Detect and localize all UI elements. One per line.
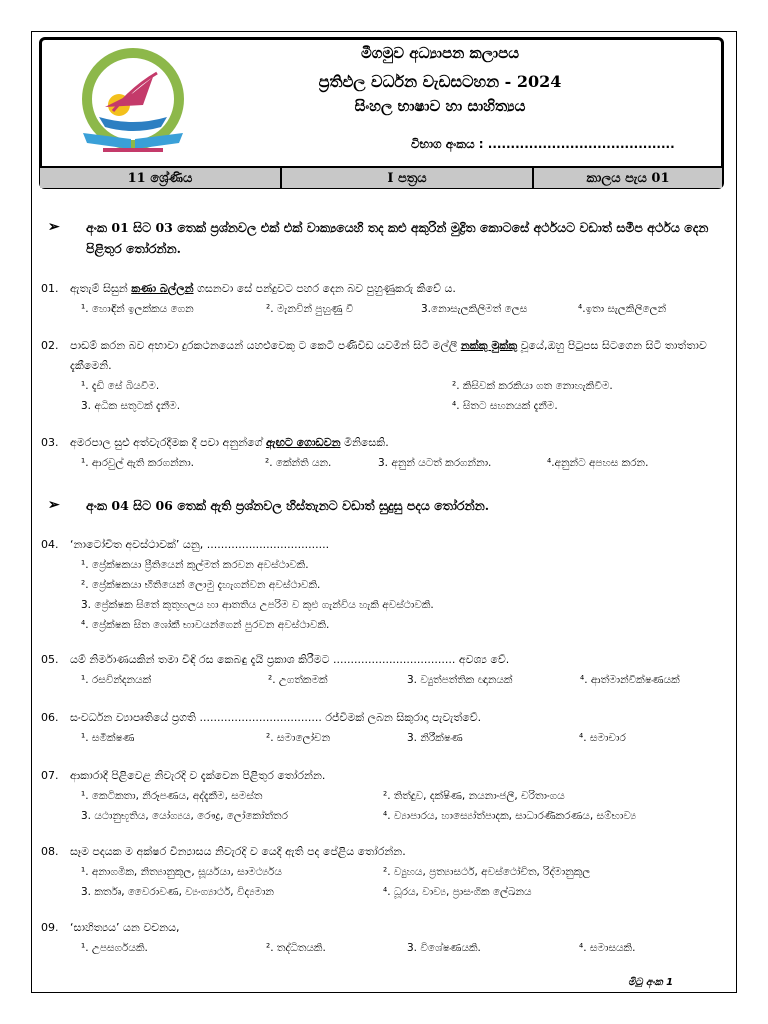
arrow-bullet-icon: ➢ (48, 219, 60, 235)
options (81, 299, 731, 319)
question-01: 01. ඇතැම් සිසුන් කණා බල්ලන් ගසනවා සේ පන්දුවට පහර දෙන බව පුහුණුකරු කිවේ ය. ¹. හොඳින් ඉලක්කය ගෙන ². මැනවින් පුහුණු වී 3.නොසැලකිලිමත් ලෙස ⁴.ඉතා සැලකිලිලෙන් (41, 279, 731, 319)
question-stem: සෑම පදයක ම අක්ෂර වින්‍යාසය නිවැරදි ව යෙදී ඇති පද පේළිය තෝරන්න. (70, 845, 406, 858)
option-3[interactable]: 3. යථානුභූතිය, යෝග්‍යය, රෞද්‍ර, ලෝකෝත්තර (81, 810, 288, 822)
options (41, 555, 731, 635)
options (81, 786, 731, 826)
option-3[interactable]: 3. අධික සතුටක් දැනීම. (81, 400, 181, 412)
page-number: මිටු අංක 1 (628, 977, 674, 988)
options (81, 453, 731, 473)
paper-cell: I පත්‍රය (282, 168, 534, 188)
index-label: විභාග අංකය : (411, 137, 484, 151)
question-04: 04. ‘නාටෝචිත අවස්ථාවක්’ යනු, ................................... ¹. ප්‍රේක්ෂකයා ප්‍රීතියෙන් කුල්මත් කරවන අවස්ථාවකි. ². ප්‍රේක්ෂකයා භීතියෙන් ලොමු දැහැගන්වන අවස්ථාවකි. 3. ප්‍රේක්ෂක සිතේ කුතුහලය හා ආතතිය උපරිම ව කුළු ගැන්විය හැකි අවස්ථාවකි. ⁴. ප්‍රේක්ෂක සිත ශෝකී භාවයන්ගෙන් පුරවන අවස්ථාවකි. (41, 535, 731, 635)
index-dots: ......................................... (487, 137, 675, 151)
question-09: 09. ‘සාහිත්‍යය’ යන වචනය, ¹. උපසර්ගයකි. ². තද්ධිතයකි. 3. විශේෂණයකි. ⁴. සමාසයකි. (41, 918, 731, 958)
option-3[interactable]: 3. කර්තෘ, වෛරාවණ, ව්‍යංග්‍යාර්ථ, විද්‍යමාන (81, 886, 274, 898)
option-2[interactable]: ². ව්‍යුහය, ප්‍රත්‍යාසර්ථ, අවස්ථෝචිත, රිද්මානුකූල (383, 866, 591, 878)
option-3[interactable]: 3. ප්‍රේක්ෂක සිතේ කුතුහලය හා ආතතිය උපරිම ව කුළු ගැන්විය හැකි අවස්ථාවකි. (81, 599, 434, 611)
option-3[interactable]: 3. අනුන් යටත් කරගන්නා. (378, 457, 492, 469)
option-4[interactable]: ⁴. ධූරය, වාව්‍ය, ප්‍රාසංගික ලේඛනය (383, 886, 532, 898)
option-3[interactable]: 3. නිරීක්ෂණ (407, 732, 463, 744)
question-02: 02. පාඩම් කරන බව අභාවා දුරකථනයෙන් යහළුවෙකු ට කෙටි පණිවිඩ යවමින් සිටි මල්ලී නක්කු මුක්කු වූයේ,ඔහු පිටුපස සිටගෙන සිටි තාත්තාව දැකීමෙනි. ¹. දැඩි සේ බියවීම. ². කිසිවක් කරකියා ගත නොහැකිවීම. 3. අධික සතුටක් දැනීම. ⁴. සිතට සහනයක් දැනීම. (41, 336, 731, 416)
question-stem: ආකාරාදී පිළිවෙළ නිවැරදි ව දැක්වෙන පිළිතුර තෝරන්න. (70, 769, 326, 782)
question-stem: ‘සාහිත්‍යය’ යන වචනය, (70, 921, 180, 934)
option-2[interactable]: ². කිසිවක් කරකියා ගත නොහැකිවීම. (452, 380, 613, 392)
question-stem: සංවර්ධන ව්‍යාපෘතියේ ප්‍රගති ................................... රජ්වීමක් ලබන සිකුරාදා පැවැත්වේ. (70, 711, 482, 724)
option-2[interactable]: ². සමාලෝචන (266, 732, 331, 744)
arrow-bullet-icon: ➢ (48, 497, 60, 513)
question-05: 05. යම් නිර්මාණයකින් තමා විඳි රස කෙබඳු දැයි ප්‍රකාශ කිරීමට ................................... අවශ්‍ය වේ. ¹. රසවින්දනයක් ². උගත්කමක් 3. ව්‍යුත්පත්තික ඥානයක් ⁴. ආත්මාන්වීක්ෂණයක් (41, 650, 731, 690)
question-stem: යම් නිර්මාණයකින් තමා විඳි රස කෙබඳු දැයි ප්‍රකාශ කිරීමට ................................... අවශ්‍ය වේ. (70, 653, 510, 666)
option-1[interactable]: ¹. ප්‍රේක්ෂකයා ප්‍රීතියෙන් කුල්මත් කරවන අවස්ථාවකි. (81, 559, 309, 571)
option-1[interactable]: ¹. ආරවුල් ඇති කරගන්නා. (81, 457, 195, 469)
option-2[interactable]: ². තද්ධිතයකි. (266, 942, 326, 954)
option-4[interactable]: ⁴. සිතට සහනයක් දැනීම. (452, 400, 558, 412)
option-4[interactable]: ⁴.අනුන්ට අපහස කරන. (547, 457, 649, 469)
option-2[interactable]: ². ප්‍රේක්ෂකයා භීතියෙන් ලොමු දැහැගන්වන අවස්ථාවකි. (81, 579, 321, 591)
index-number-row (411, 137, 675, 152)
option-1[interactable]: ¹. සමීක්ෂණ (81, 732, 135, 744)
option-1[interactable]: ¹. අනාගමික, නිත්‍යානුකූල, සූර්යයා, සාමර්ථ්‍යය (81, 866, 282, 878)
time-cell: කාලය පැය 01 (586, 170, 670, 186)
question-stem: අමරපාල සුළු අත්වැරදීමක දී පවා අනුන්ගේ ඇඟට ගොඩවන මිනිසෙකි. (70, 436, 389, 449)
exam-info-bar (40, 166, 722, 188)
option-4[interactable]: ⁴. සමාසයකි. (579, 942, 636, 954)
option-4[interactable]: ⁴.ඉතා සැලකිලිලෙන් (578, 303, 667, 315)
option-4[interactable]: ⁴. ප්‍රේක්ෂක සිත ශෝකී භාවයන්ගෙන් පුරවන අවස්ථාවකි. (81, 619, 330, 631)
subject-title: සිංහල භාෂාව හා සාහිත්‍යය (354, 97, 526, 115)
options (81, 938, 731, 958)
option-3[interactable]: 3. විශේෂණයකි. (407, 942, 481, 954)
options (81, 376, 731, 416)
question-08: 08. සෑම පදයක ම අක්ෂර වින්‍යාසය නිවැරදි ව යෙදී ඇති පද පේළිය තෝරන්න. ¹. අනාගමික, නිත්‍යානුකූල, සූර්යයා, සාමර්ථ්‍යය ². ව්‍යුහය, ප්‍රත්‍යාසර්ථ, අවස්ථෝචිත, රිද්මානුකූල 3. කර්තෘ, වෛරාවණ, ව්‍යංග්‍යාර්ථ, විද්‍යමාන ⁴. ධූරය, වාව්‍ය, ප්‍රාසංගික ලේඛනය (41, 842, 731, 902)
school-name: මීගමුව අධ්‍යාපන කලාපය (360, 44, 520, 62)
school-logo (69, 47, 197, 159)
option-2[interactable]: ². කේන්ති යන. (265, 457, 332, 469)
option-1[interactable]: ¹. රසවින්දනයක් (81, 674, 152, 686)
options (81, 728, 731, 748)
instruction-2: ➢ අංක 04 සිට 06 තෙක් ඇති ප්‍රශ්නවල හිස්තැනට වඩාත් සුදුසු පදය තෝරන්න. (48, 495, 718, 516)
option-3[interactable]: 3. ව්‍යුත්පත්තික ඥානයක් (407, 674, 513, 686)
program-title: ප්‍රතිඵල වර්ධන වැඩසටහන - 2024 (318, 72, 562, 91)
option-1[interactable]: ¹. කෙටිකතා, නිරූපණය, අද්දැකීම, සමස්ත (81, 790, 263, 802)
option-2[interactable]: ². තිත්දුව, දක්ෂිණ, නයනාංජලී, චරිතාංගය (383, 790, 565, 802)
question-stem: පාඩම් කරන බව අභාවා දුරකථනයෙන් යහළුවෙකු ට කෙටි පණිවිඩ යවමින් සිටි මල්ලී නක්කු මුක්කු වූයේ,ඔහු පිටුපස සිටගෙන සිටි තාත්තාව දැකීමෙනි. (70, 339, 707, 372)
options (81, 670, 731, 690)
question-03: 03. අමරපාල සුළු අත්වැරදීමක දී පවා අනුන්ගේ ඇඟට ගොඩවන මිනිසෙකි. ¹. ආරවුල් ඇති කරගන්නා. ². කේන්ති යන. 3. අනුන් යටත් කරගන්නා. ⁴.අනුන්ට අපහස කරන. (41, 433, 731, 473)
question-stem: ඇතැම් සිසුන් කණා බල්ලන් ගසනවා සේ පන්දුවට පහර දෙන බව පුහුණුකරු කිවේ ය. (70, 282, 456, 295)
option-1[interactable]: ¹. හොඳින් ඉලක්කය ගෙන (81, 303, 194, 315)
option-2[interactable]: ². මැනවින් පුහුණු වී (266, 303, 354, 315)
option-4[interactable]: ⁴. ආත්මාන්වීක්ෂණයක් (580, 674, 680, 686)
question-stem: ‘නාටෝචිත අවස්ථාවක්’ යනු, ................................... (70, 538, 330, 551)
option-2[interactable]: ². උගත්කමක් (268, 674, 328, 686)
option-1[interactable]: ¹. උපසර්ගයකි. (81, 942, 148, 954)
option-1[interactable]: ¹. දැඩි සේ බියවීම. (81, 380, 160, 392)
instruction-1: ➢ අංක 01 සිට 03 තෙක් ප්‍රශ්නවල එක් එක් වාක්‍යයෙහි තද කළු අකුරින් මුද්‍රිත කොටසේ අර්ථයට වඩාත් සමීප අර්ථය දෙන පිළිතුර තෝරන්න. (48, 219, 709, 256)
option-3[interactable]: 3.නොසැලකිලිමත් ලෙස (421, 303, 528, 315)
options (81, 862, 731, 902)
question-06: 06. සංවර්ධන ව්‍යාපෘතියේ ප්‍රගති ................................... රජ්වීමක් ලබන සිකුරාදා පැවැත්වේ. ¹. සමීක්ෂණ ². සමාලෝචන 3. නිරීක්ෂණ ⁴. සමාචාර (41, 708, 731, 748)
grade-cell: 11 ශ්‍රේණිය (40, 168, 282, 188)
option-4[interactable]: ⁴. සමාචාර (579, 732, 626, 744)
question-07: 07. ආකාරාදී පිළිවෙළ නිවැරදි ව දැක්වෙන පිළිතුර තෝරන්න. ¹. කෙටිකතා, නිරූපණය, අද්දැකීම, සමස්ත ². තිත්දුව, දක්ෂිණ, නයනාංජලී, චරිතාංගය 3. යථානුභූතිය, යෝග්‍යය, රෞද්‍ර, ලෝකෝත්තර ⁴. ව්‍යාපාරය, හාස්‍යෝත්පාදක, සාධාරණීකරණය, සම්භාව්‍ය (41, 766, 731, 826)
option-4[interactable]: ⁴. ව්‍යාපාරය, හාස්‍යෝත්පාදක, සාධාරණීකරණය, සම්භාව්‍ය (383, 810, 637, 822)
